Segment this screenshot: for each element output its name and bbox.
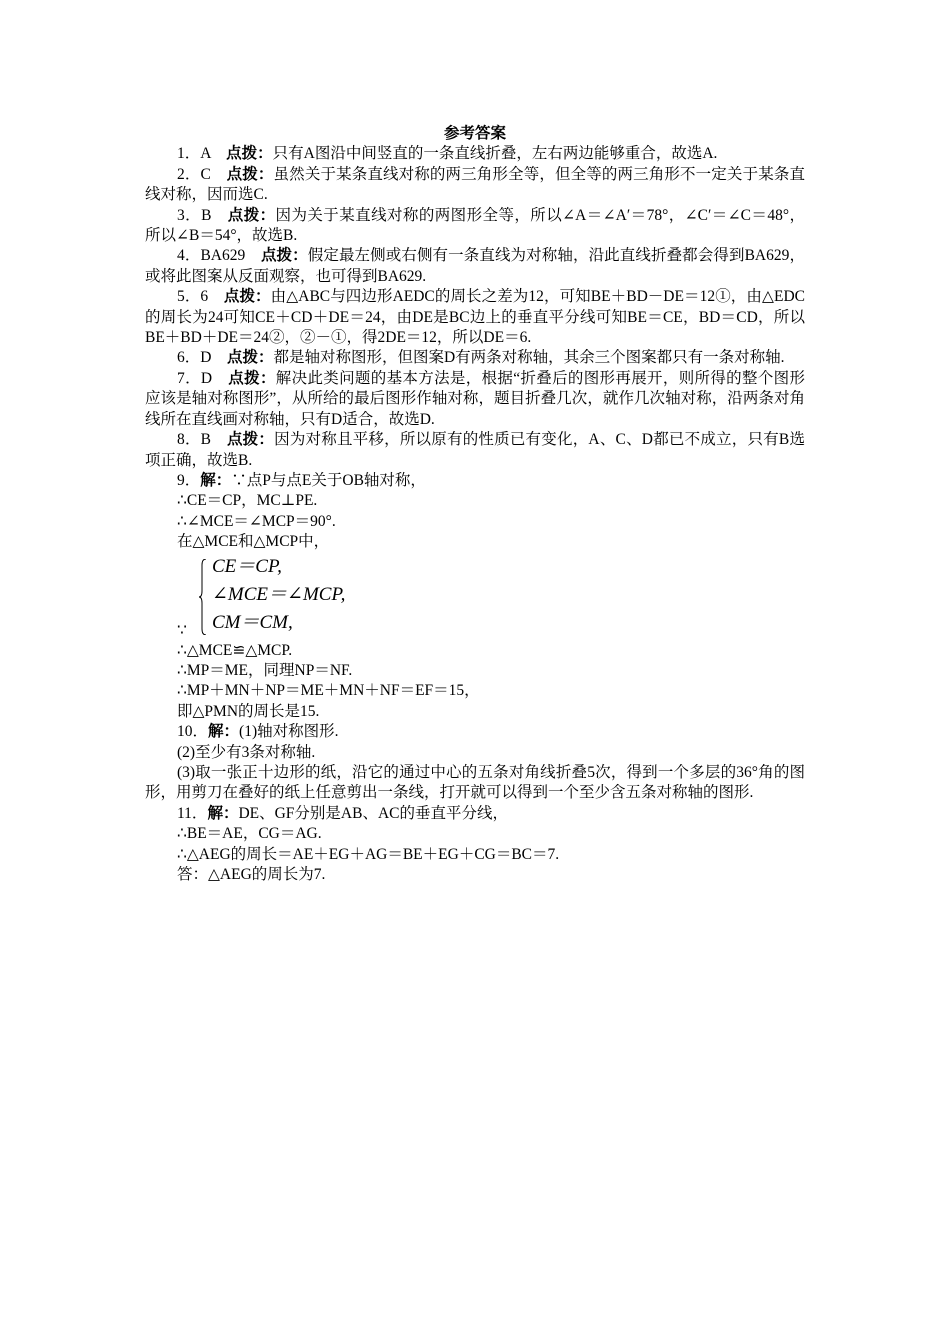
answer-9-line (145, 471, 805, 491)
answer-label: 点拨： (226, 349, 274, 367)
answer-9-line: 即△PMN的周长是15. (177, 702, 320, 720)
answer-text: 因为对称且平移，所以原有的性质已有变化，A、C、D都已不成立，只有B选项正确，故选B. (145, 431, 805, 469)
answer-text: DE、GF分别是AB、AC的垂直平分线， (238, 804, 508, 822)
answer-number: 10． (177, 723, 209, 741)
answer-text: ∵点P与点E关于OB轴对称， (231, 471, 426, 489)
answer-7 (145, 369, 805, 430)
answer-9-line: 在△MCE和△MCP中， (177, 533, 330, 551)
answer-11-line: ∴BE＝AE，CG＝AG. (177, 825, 322, 843)
answer-label: 点拨： (260, 247, 308, 265)
answer-number: 8．B (177, 431, 212, 449)
answer-text: (1)轴对称图形. (239, 723, 339, 741)
answer-11-line: 答：△AEG的周长为7. (177, 866, 326, 883)
answer-text: 虽然关于某条直线对称的两三角形全等，但全等的两三角形不一定关于某条直线对称，因而选C. (145, 165, 805, 204)
because-symbol: ∵ (177, 621, 187, 639)
answer-10-line (145, 722, 805, 742)
answer-label: 点拨： (227, 206, 276, 224)
answer-number: 11． (177, 804, 208, 822)
left-brace-icon (199, 559, 207, 635)
answer-label: 解： (208, 723, 240, 741)
answer-text: 因为关于某直线对称的两图形全等，所以∠A＝∠A′＝78°，∠C′＝∠C＝48°，所以∠B＝54°，故选B. (145, 206, 805, 245)
answer-number: 6．D (177, 349, 212, 367)
answer-text: 假定最左侧或右侧有一条直线为对称轴，沿此直线折叠都会得到BA629，或将此图案从反面观察，也可得到BA629. (145, 247, 805, 285)
answer-text: 只有A图沿中间竖直的一条直线折叠，左右两边能够重合，故选A. (272, 145, 718, 163)
answer-9-line: ∴∠MCE＝∠MCP＝90°. (177, 512, 336, 530)
answer-11 (145, 804, 805, 886)
answer-label: 解： (200, 471, 232, 489)
answer-3 (145, 206, 805, 247)
answer-2 (145, 165, 805, 206)
answer-number: 4．BA629 (177, 247, 246, 265)
answer-number: 1．A (177, 145, 211, 163)
answer-8 (145, 430, 805, 471)
answer-number: 9． (177, 471, 201, 489)
answer-9-line: ∴△MCE≌△MCP. (177, 641, 293, 659)
answer-label: 点拨： (226, 431, 275, 449)
answer-label: 解： (207, 804, 239, 822)
answer-9-line: ∴MP＝ME，同理NP＝NF. (177, 661, 353, 679)
answer-text: 由△ABC与四边形AEDC的周长之差为12，可知BE＋BD－DE＝12①，由△EDC的周长为24可知CE＋CD＋DE＝24，由DE是BC边上的垂直平分线可知BE＝CE，BD＝CD，所以BE＋BD＋DE＝24②，②－①，得2DE＝12，所以DE＝6. (145, 288, 805, 347)
equation-system (177, 555, 805, 641)
answer-9 (145, 471, 805, 722)
answer-5 (145, 287, 805, 348)
equation-row: ∠MCE＝∠MCP, (212, 583, 346, 605)
answer-4 (145, 246, 805, 287)
answer-10 (145, 722, 805, 804)
answer-9-line: ∴MP＋MN＋NP＝ME＋MN＋NF＝EF＝15， (177, 682, 480, 700)
answer-number: 7．D (177, 369, 213, 387)
answer-number: 5．6 (177, 288, 209, 306)
answer-6 (145, 348, 805, 368)
answer-10-line: (3)取一张正十边形的纸，沿它的通过中心的五条对角线折叠5次，得到一个多层的36°角的图形，用剪刀在叠好的纸上任意剪出一条线，打开就可以得到一个至少含五条对称轴的图形. (145, 763, 805, 802)
answer-number: 2．C (177, 165, 211, 183)
answer-10-line: (2)至少有3条对称轴. (177, 743, 316, 761)
page-title: 参考答案 (443, 125, 506, 142)
answer-page (145, 124, 805, 885)
answer-text: 解决此类问题的基本方法是，根据“折叠后的图形再展开，则所得的整个图形应该是轴对称图形”，从所给的最后图形作轴对称，题目折叠几次，就作几次轴对称，沿两条对角线所在直线画对称轴，只有D适合，故选D. (145, 369, 805, 428)
answer-label: 点拨： (226, 165, 274, 183)
equation-row: CE＝CP, (212, 555, 282, 577)
answer-label: 点拨： (228, 369, 276, 387)
answer-text: 都是轴对称图形，但图案D有两条对称轴，其余三个图案都只有一条对称轴. (273, 349, 785, 367)
answer-label: 点拨： (223, 288, 271, 306)
answer-1 (145, 144, 805, 164)
equation-row: CM＝CM, (212, 611, 293, 633)
answer-number: 3．B (177, 206, 212, 224)
answer-9-line: ∴CE＝CP，MC⊥PE. (177, 492, 318, 510)
answer-11-line (145, 804, 805, 824)
answer-label: 点拨： (226, 145, 273, 163)
answer-11-line: ∴△AEG的周长＝AE＋EG＋AG＝BE＋EG＋CG＝BC＝7. (177, 845, 560, 863)
